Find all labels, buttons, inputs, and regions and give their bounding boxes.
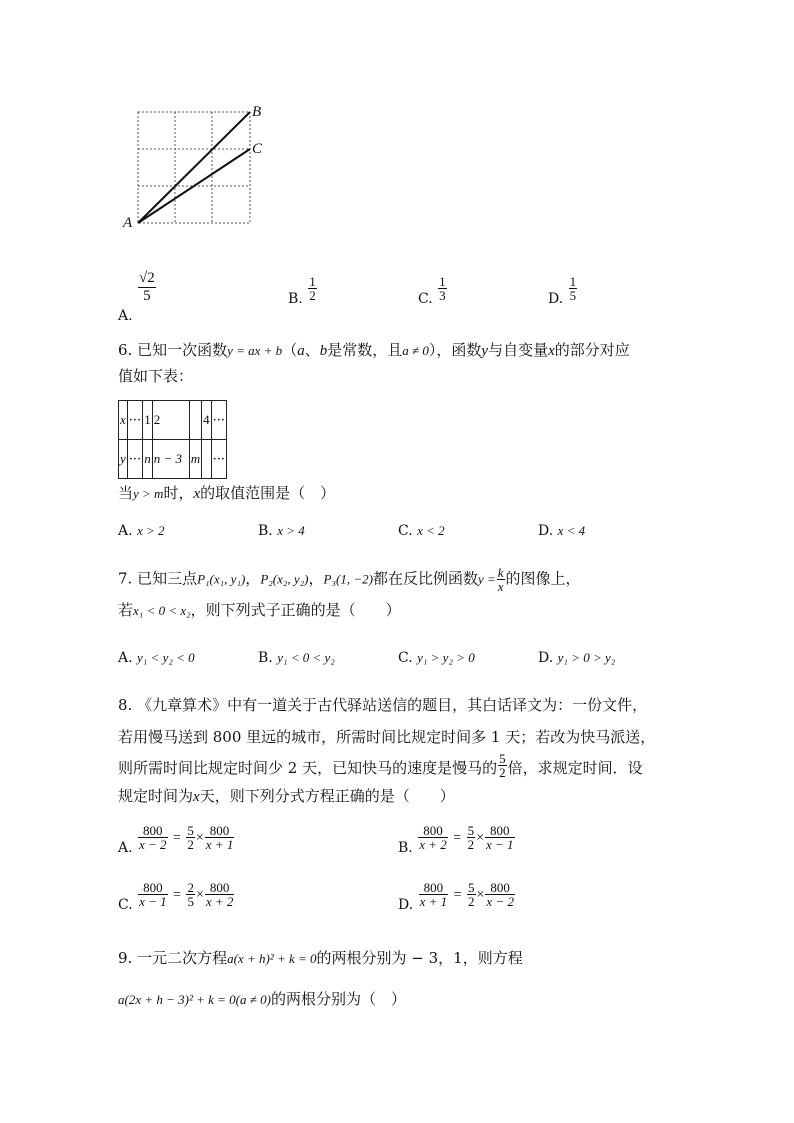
option-label: D. <box>538 523 554 539</box>
table-cell <box>189 401 201 440</box>
q5-option-b-label: B. <box>288 290 303 307</box>
q7-stem-line2 <box>118 600 401 621</box>
frac-2 <box>467 824 476 851</box>
frac-num: 5 <box>187 823 194 838</box>
option-expr: y₁ > 0 > y₂ <box>557 650 616 665</box>
grid-figure <box>118 100 278 240</box>
times-sign: × <box>195 830 204 846</box>
frac-num: k <box>497 565 504 580</box>
q7-text: ， <box>308 569 324 588</box>
q5-option-c[interactable] <box>418 274 448 307</box>
q5-option-d-label: D. <box>548 290 564 307</box>
frac-2 <box>186 881 195 908</box>
q5-option-a[interactable] <box>118 270 157 324</box>
table-cell: ··· <box>127 401 142 440</box>
option-label: D. <box>398 896 414 913</box>
q6-a: a <box>297 343 305 359</box>
option-expr: x > 4 <box>277 523 305 538</box>
frac-num: 1 <box>569 274 577 289</box>
q6-option-b[interactable] <box>258 523 305 539</box>
q8-option-a[interactable] <box>118 823 235 856</box>
option-expr: x < 2 <box>417 523 445 538</box>
frac-num: 5 <box>467 823 475 838</box>
q6-text: 、 <box>304 341 320 359</box>
q7-option-d[interactable] <box>538 650 615 666</box>
q7-text: 若 <box>118 601 134 619</box>
frac-den: x − 1 <box>139 894 167 909</box>
option-label: C. <box>118 896 133 913</box>
q6-cond-text: 当 <box>118 484 134 502</box>
option-expr: y₁ < y₂ < 0 <box>137 650 195 665</box>
table-cell: 4 <box>202 401 212 440</box>
table-cell: 1 <box>143 401 153 440</box>
option-label: A. <box>118 839 133 856</box>
q8-text: 倍，求规定时间．设 <box>507 759 643 777</box>
q6-stem-line2: 值如下表： <box>118 367 194 385</box>
q6-text: 与自变量 <box>488 341 549 359</box>
frac-den: 2 <box>499 765 506 780</box>
q7-option-c[interactable] <box>398 650 475 666</box>
q7-cond-expr: x₁ < 0 < x₂ <box>133 603 191 618</box>
q7-p2: P₂(x₂, y₂) <box>260 571 309 587</box>
q8-stem-line3 <box>118 752 643 779</box>
q6-cond-x: x <box>193 486 201 502</box>
frac-den: x <box>497 579 504 594</box>
table-cell: 2 <box>152 401 189 440</box>
q7-text: 都在反比例函数 <box>372 569 478 588</box>
q5-option-d-fraction <box>569 275 578 302</box>
frac-3 <box>485 824 515 851</box>
q9-text: 的两根分别为（ ） <box>270 990 406 1008</box>
q6-value-table <box>118 400 227 479</box>
frac-den: x + 2 <box>419 837 447 852</box>
q9-text: 9. 一元二次方程 <box>118 949 228 967</box>
frac-num: 2 <box>187 880 194 895</box>
label-a: A <box>123 215 133 231</box>
option-label: C. <box>398 523 413 539</box>
q5-option-c-fraction <box>438 275 447 302</box>
q7-func-pre: y = <box>477 571 496 587</box>
q8-x: x <box>193 789 200 805</box>
q7-text: 7. 已知三点 <box>118 569 198 588</box>
frac-den: 5 <box>187 894 194 909</box>
q9-eq1: a(x + h)² + k = 0 <box>227 951 317 966</box>
q7-option-b[interactable] <box>258 650 335 666</box>
q6-b: b <box>319 343 328 359</box>
q7-text: ，则下列式子正确的是（ ） <box>190 601 401 619</box>
q6-option-c[interactable] <box>398 523 445 539</box>
frac-num: 1 <box>439 274 446 289</box>
frac-1 <box>138 824 168 851</box>
frac-3 <box>205 824 235 851</box>
table-cell <box>202 440 212 479</box>
q6-cond-text: 时， <box>163 484 194 502</box>
frac-3 <box>205 881 235 908</box>
frac-den: 5 <box>569 288 577 303</box>
q7-p1: P₁(x₁, y₁) <box>197 571 246 587</box>
q6-y: y <box>481 343 489 359</box>
frac-num: 5 <box>499 751 506 766</box>
equals-sign: = <box>453 830 462 846</box>
option-expr: x > 2 <box>137 523 165 538</box>
frac-den: x − 2 <box>139 837 167 852</box>
q8-option-d[interactable] <box>398 880 516 913</box>
option-expr: y₁ < 0 < y₂ <box>277 650 335 665</box>
frac-2 <box>186 824 195 851</box>
frac-den: 5 <box>143 288 151 304</box>
option-expr: y₁ > y₂ > 0 <box>417 650 475 665</box>
times-sign: × <box>476 887 485 903</box>
q6-value-table-wrap <box>118 400 227 479</box>
q6-cond-expr: y > m <box>133 486 164 501</box>
frac-den: x − 2 <box>486 894 514 909</box>
frac-den: x + 1 <box>419 894 448 909</box>
q6-text: 6. 已知一次函数 <box>118 341 228 359</box>
q7-stem-line1 <box>118 566 581 593</box>
equals-sign: = <box>453 887 462 903</box>
q5-option-b[interactable] <box>288 274 318 307</box>
frac-num: 800 <box>138 881 168 895</box>
q6-text: 是常数，且 <box>327 341 403 359</box>
table-row-x <box>119 401 227 440</box>
option-label: C. <box>398 650 413 666</box>
frac-num: 800 <box>205 824 235 838</box>
equals-sign: = <box>173 887 182 903</box>
table-cell: ··· <box>211 401 226 440</box>
option-label: D. <box>538 650 554 666</box>
q7-p3: P₃(1, −2) <box>323 571 373 587</box>
option-expr: x < 4 <box>557 523 586 538</box>
q5-option-d[interactable] <box>548 274 578 307</box>
frac-2 <box>467 881 476 908</box>
q6-option-d[interactable] <box>538 523 585 539</box>
frac-1 <box>419 881 449 908</box>
table-cell: y <box>119 440 128 479</box>
q6-x: x <box>548 343 555 359</box>
q6-cond: a ≠ 0 <box>402 343 429 358</box>
frac-num: √2 <box>139 270 155 286</box>
frac-den: 2 <box>467 837 475 852</box>
table-cell: ··· <box>211 440 226 479</box>
q8-text: 天，则下列分式方程正确的是（ ） <box>199 787 455 805</box>
times-sign: × <box>195 887 204 903</box>
q7-func-fraction <box>497 566 505 593</box>
label-c: C <box>252 141 263 157</box>
table-cell: m <box>189 440 201 479</box>
frac-num: 800 <box>205 881 235 895</box>
frac-num: 800 <box>419 881 449 895</box>
frac-1 <box>418 824 448 851</box>
line-ab <box>138 112 250 223</box>
table-row-y <box>119 440 227 479</box>
frac-num: 800 <box>418 824 448 838</box>
times-sign: × <box>476 830 484 846</box>
q7-option-a[interactable] <box>118 650 195 666</box>
table-cell: n − 3 <box>152 440 189 479</box>
table-cell: x <box>119 401 128 440</box>
q7-text: ， <box>245 569 261 588</box>
equals-sign: = <box>173 830 181 846</box>
q9-stem-line2 <box>118 989 406 1010</box>
q8-text: 则所需时间比规定时间少 2 天，已知快马的速度是慢马的 <box>118 759 498 777</box>
frac-1 <box>138 881 168 908</box>
q6-condition <box>118 483 335 504</box>
frac-den: x + 1 <box>205 837 234 852</box>
frac-3 <box>485 881 515 908</box>
q6-text: （ <box>282 341 298 359</box>
q8-option-c[interactable] <box>118 880 235 913</box>
label-b: B <box>252 104 262 120</box>
grid-figure-svg <box>118 100 278 240</box>
frac-den: x + 2 <box>205 894 234 909</box>
q9-text: 的两根分别为 − 3，1，则方程 <box>316 949 523 967</box>
table-cell: n <box>143 440 153 479</box>
frac-num: 1 <box>309 274 316 289</box>
option-label: A. <box>118 523 133 539</box>
q8-stem-line2: 若用慢马送到 800 里远的城市，所需时间比规定时间多 1 天；若改为快马派送， <box>118 728 656 746</box>
option-label: B. <box>258 523 273 539</box>
frac-den: 3 <box>439 288 446 303</box>
frac-num: 800 <box>138 824 168 838</box>
q6-option-a[interactable] <box>118 523 165 539</box>
frac-den: 2 <box>468 894 475 909</box>
frac-num: 800 <box>485 824 515 838</box>
option-label: B. <box>258 650 273 666</box>
q5-option-a-fraction <box>138 270 156 305</box>
option-label: A. <box>118 650 133 666</box>
frac-num: 800 <box>485 881 515 895</box>
q6-stem-line1 <box>118 340 630 361</box>
q8-option-b[interactable] <box>398 823 516 856</box>
q5-option-c-label: C. <box>418 290 433 307</box>
frac-num: 5 <box>468 880 475 895</box>
q6-cond-text: 的取值范围是（ ） <box>200 484 336 502</box>
q5-option-a-label: A. <box>118 307 133 324</box>
frac-den: x − 1 <box>485 837 514 852</box>
q6-func: y = ax + b <box>227 343 283 358</box>
q8-stem-line1: 8. 《九章算术》中有一道关于古代驿站送信的题目，其白话译文为：一份文件， <box>118 696 648 714</box>
q7-text: 的图像上， <box>505 569 581 588</box>
table-cell: ··· <box>127 440 142 479</box>
q5-option-b-fraction <box>308 275 317 302</box>
frac-den: 2 <box>309 288 316 303</box>
option-label: B. <box>398 839 413 856</box>
q9-stem-line1 <box>118 948 523 969</box>
frac-den: 2 <box>187 837 194 852</box>
q8-ratio-fraction <box>498 752 507 779</box>
q8-stem-line4 <box>118 786 455 807</box>
q6-text: 的部分对应 <box>554 341 630 359</box>
q6-text: ），函数 <box>428 341 482 359</box>
q9-eq2: a(2x + h − 3)² + k = 0(a ≠ 0) <box>118 992 271 1007</box>
q8-text: 规定时间为 <box>118 787 194 805</box>
